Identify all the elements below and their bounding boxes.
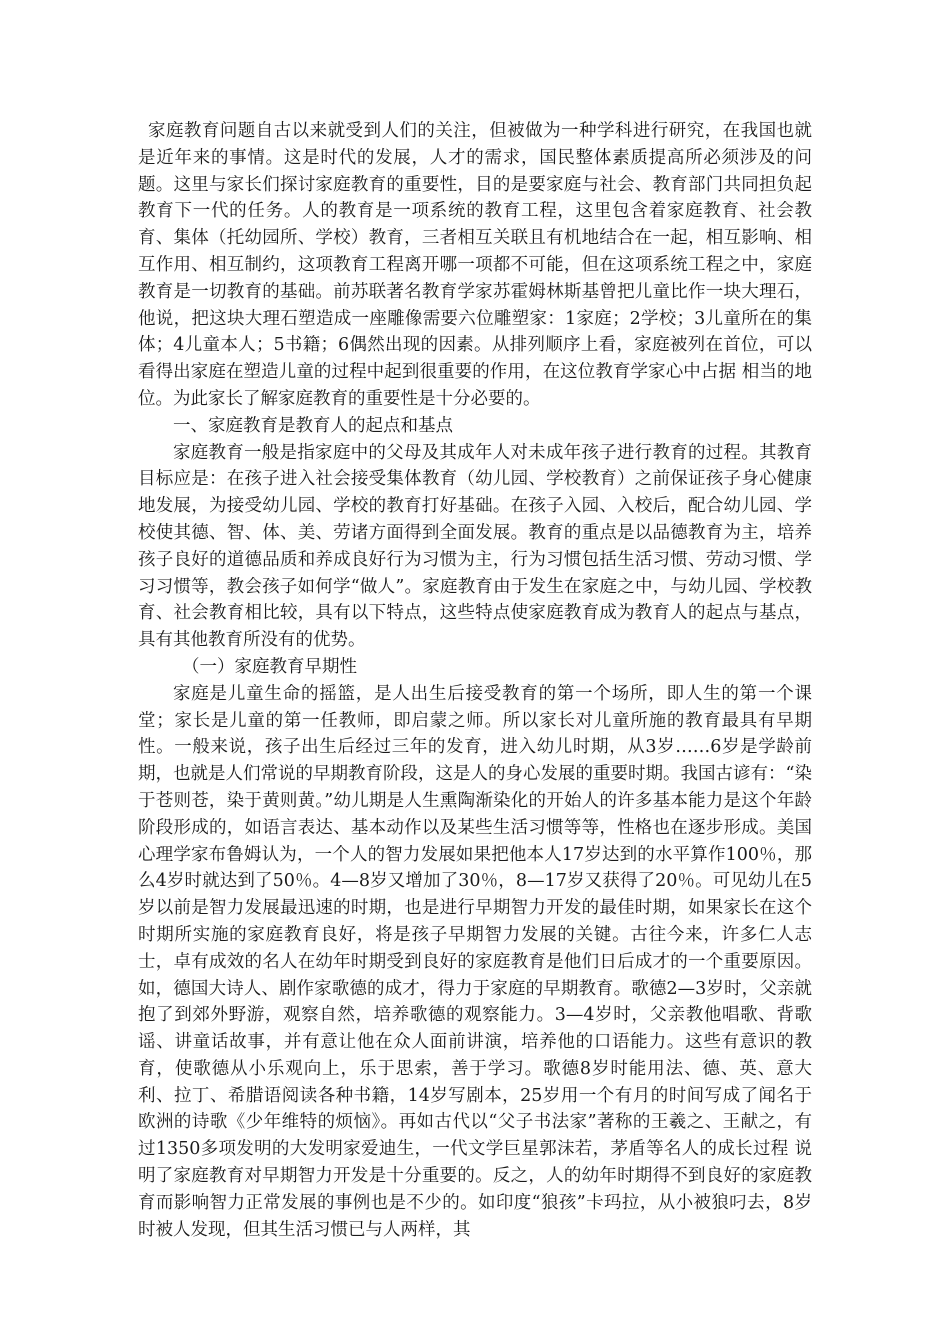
body-paragraph: 家庭教育一般是指家庭中的父母及其成年人对未成年孩子进行教育的过程。其教育目标应是：在孩子进入社会接受集体教育（幼儿园、学校教育）之前保证孩子身心健康地发展，为接受幼儿园、学校的教育打好基础。在孩子入园、入校后，配合幼儿园、学校使其德、智、体、美、劳诸方面得到全面发展。教育的重点是以品德教育为主，培养孩子良好的道德品质和养成良好行为习惯为主，行为习惯包括生活习惯、劳动习惯、学习习惯等，教会孩子如何学“做人”。家庭教育由于发生在家庭之中，与幼儿园、学校教育、社会教育相比较，具有以下特点，这些特点使家庭教育成为教育人的起点与基点，具有其他教育所没有的优势。 (138, 442, 812, 651)
subsection-heading: （一）家庭教育早期性 (182, 656, 357, 677)
document-body (138, 118, 812, 1243)
section-heading: 一、家庭教育是教育人的起点和基点 (173, 415, 453, 436)
intro-paragraph: 家庭教育问题自古以来就受到人们的关注，但被做为一种学科进行研究，在我国也就是近年来的事情。这是时代的发展，人才的需求，国民整体素质提高所必须涉及的问题。这里与家长们探讨家庭教育的重要性，目的是要家庭与社会、教育部门共同担负起教育下一代的任务。人的教育是一项系统的教育工程，这里包含着家庭教育、社会教育、集体（托幼园所、学校）教育，三者相互关联且有机地结合在一起，相互影响、相互作用、相互制约，这项教育工程离开哪一项都不可能，但在这项系统工程之中，家庭教育是一切教育的基础。前苏联著名教育学家苏霍姆林斯基曾把儿童比作一块大理石，他说，把这块大理石塑造成一座雕像需要六位雕塑家：1家庭；2学校；3儿童所在的集体；4儿童本人；5书籍；6偶然出现的因素。从排列顺序上看，家庭被列在首位，可以看得出家庭在塑造儿童的过程中起到很重要的作用，在这位教育学家心中占据 相当的地位。为此家长了解家庭教育的重要性是十分必要的。 (138, 121, 812, 409)
body-paragraph: 家庭是儿童生命的摇篮，是人出生后接受教育的第一个场所，即人生的第一个课堂；家长是儿童的第一任教师，即启蒙之师。所以家长对儿童所施的教育最具有早期性。一般来说，孩子出生后经过三年的发育，进入幼儿时期，从3岁……6岁是学龄前期，也就是人们常说的早期教育阶段，这是人的身心发展的重要时期。我国古谚有：“染于苍则苍，染于黄则黄。”幼儿期是人生熏陶渐染化的开始人的许多基本能力是这个年龄阶段形成的，如语言表达、基本动作以及某些生活习惯等等，性格也在逐步形成。美国心理学家布鲁姆认为，一个人的智力发展如果把他本人17岁达到的水平算作100％，那么4岁时就达到了50％。4—8岁又增加了30％，8—17岁又获得了20％。可见幼儿在5岁以前是智力发展最迅速的时期，也是进行早期智力开发的最佳时期，如果家长在这个时期所实施的家庭教育良好，将是孩子早期智力发展的关键。古往今来，许多仁人志士，卓有成效的名人在幼年时期受到良好的家庭教育是他们日后成才的一个重要原因。如，德国大诗人、剧作家歌德的成才，得力于家庭的早期教育。歌德2—3岁时，父亲就抱了到郊外野游，观察自然，培养歌德的观察能力。3—4岁时，父亲教他唱歌、背歌谣、讲童话故事，并有意让他在众人面前讲演，培养他的口语能力。这些有意识的教育，使歌德从小乐观向上，乐于思索，善于学习。歌德8岁时能用法、德、英、意大利、拉丁、希腊语阅读各种书籍，14岁写剧本，25岁用一个有月的时间写成了闻名于欧洲的诗歌《少年维特的烦恼》。再如古代以“父子书法家”著称的王羲之、王献之，有过1350多项发明的大发明家爱迪生，一代文学巨星郭沫若，茅盾等名人的成长过程 说明了家庭教育对早期智力开发是十分重要的。反之，人的幼年时期得不到良好的家庭教育而影响智力正常发展的事例也是不少的。如印度“狼孩”卡玛拉，从小被狼叼去，8岁时被人发现，但其生活习惯已与人两样，其 (138, 683, 812, 1240)
